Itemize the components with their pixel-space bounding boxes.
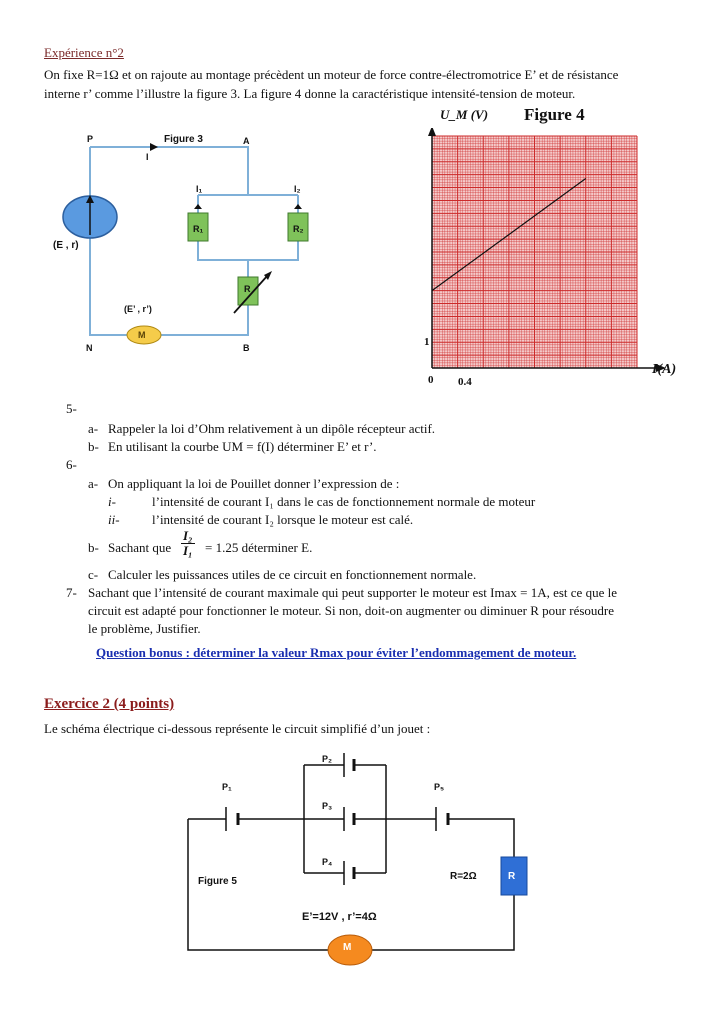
r2-label: R₂	[293, 224, 304, 234]
resistor-value-label: R=2Ω	[450, 871, 477, 882]
question-6aii-letter: ii-	[108, 512, 120, 527]
current-i-label: I	[146, 152, 149, 162]
question-6c: Calculer les puissances utiles de ce circuit en fonctionnement normale.	[108, 567, 477, 582]
y-axis-label: U_M (V)	[440, 107, 489, 122]
figure-4-chart	[420, 128, 690, 390]
y-axis-arrow	[428, 128, 436, 136]
experience-title: Expérience n°2	[44, 45, 124, 60]
figure-4-caption: Figure 4	[524, 105, 585, 124]
question-6b-prefix: Sachant que	[108, 540, 172, 555]
question-6ai-letter: i-	[108, 494, 116, 509]
exercice-2-intro: Le schéma électrique ci-dessous représente le circuit simplifié d’un jouet :	[44, 721, 431, 736]
experience-line-1: On fixe R=1Ω et on rajoute au montage précèdent un moteur de force contre-électromotrice E’ et de résistance	[44, 67, 619, 82]
question-7-line-1: Sachant que l’intensité de courant maximale qui peut supporter le moteur est Imax = 1A, est ce que le	[88, 585, 617, 600]
motor-m-label: M	[138, 330, 146, 340]
x-tick-label: 0.4	[458, 376, 472, 388]
question-6a-letter: a-	[88, 476, 99, 491]
r-label: R	[244, 284, 251, 294]
cell-p4-label: P₄	[322, 857, 333, 867]
current-ratio-fraction	[181, 529, 195, 558]
question-6b-letter: b-	[88, 540, 99, 555]
question-5b-letter: b-	[88, 439, 99, 454]
question-7-line-3: le problème, Justifier.	[88, 621, 201, 636]
current-i2-label: I₂	[294, 184, 301, 194]
figure-3-circuit	[40, 125, 320, 365]
cell-p3-label: P₃	[322, 801, 333, 811]
node-n-label: N	[86, 343, 93, 353]
fraction-numerator: I₂	[183, 528, 193, 543]
node-b-label: B	[243, 343, 250, 353]
origin-label: 0	[428, 374, 434, 386]
question-5-number: 5-	[66, 401, 77, 416]
cell-p5-label: P₅	[434, 782, 445, 792]
motor-label: (E’ , r’)	[124, 304, 152, 314]
motor-m-symbol: M	[343, 942, 352, 953]
question-6ai: l’intensité de courant I₁ dans le cas de fonctionnement normale de moteur	[152, 494, 536, 509]
fraction-denominator: I₁	[183, 543, 193, 558]
figure-5-circuit	[180, 745, 540, 975]
question-6b-suffix: = 1.25 déterminer E.	[205, 540, 313, 555]
question-6aii: l’intensité de courant I₂ lorsque le moteur est calé.	[152, 512, 414, 527]
question-6c-letter: c-	[88, 567, 99, 582]
question-5b: En utilisant la courbe UM = f(I) déterminer E’ et r’.	[108, 439, 377, 454]
experience-line-2: interne r’ comme l’illustre la figure 3. La figure 4 donne la caractéristique intensité-tension de moteur.	[44, 86, 576, 101]
y-tick-1: 1	[424, 336, 430, 348]
question-5a: Rappeler la loi d’Ohm relativement à un dipôle récepteur actif.	[108, 421, 436, 436]
cell-p1-label: P₁	[222, 782, 232, 792]
node-p-label: P	[87, 134, 94, 144]
current-i1-label: I₁	[196, 184, 203, 194]
node-a-label: A	[243, 136, 250, 146]
question-7-line-2: circuit est adapté pour fonctionner le moteur. Si non, doit-on augmenter ou diminuer R pour résoudre	[88, 603, 615, 618]
r1-label: R₁	[193, 224, 204, 234]
cell-p2-label: P₂	[322, 754, 333, 764]
exercice-2-title: Exercice 2 (4 points)	[44, 696, 175, 712]
bonus-question: Question bonus : déterminer la valeur Rmax pour éviter l’endommagement de moteur.	[96, 645, 577, 660]
resistor-r-symbol: R	[508, 871, 516, 882]
question-7-number: 7-	[66, 585, 77, 600]
question-6a: On appliquant la loi de Pouillet donner l’expression de :	[108, 476, 400, 491]
figure-3-caption: Figure 3	[164, 134, 203, 145]
figure-5-caption: Figure 5	[198, 876, 237, 887]
x-axis-label: I(A)	[652, 362, 677, 377]
motor-params-label: E’=12V , r’=4Ω	[302, 911, 377, 923]
question-5a-letter: a-	[88, 421, 99, 436]
question-6-number: 6-	[66, 457, 77, 472]
generator-label: (E , r)	[53, 240, 79, 251]
